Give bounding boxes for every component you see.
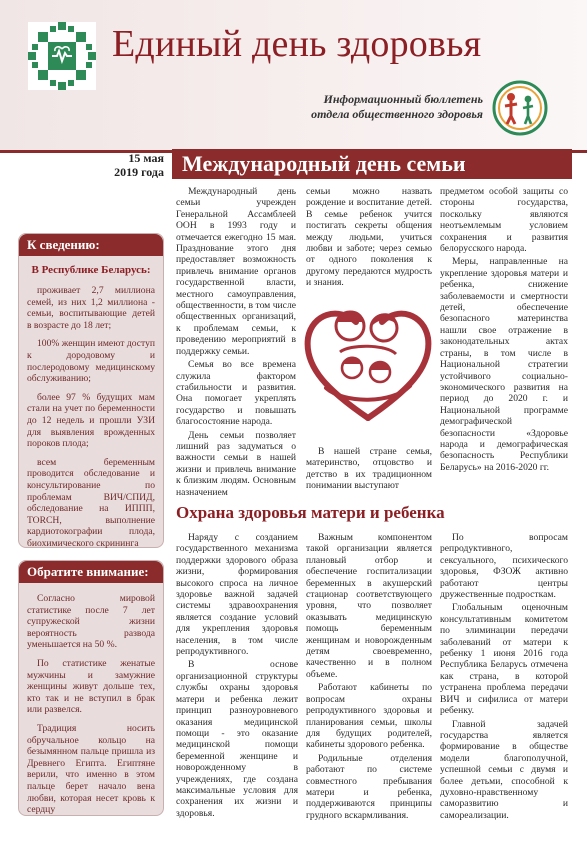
sidebar-heading: К сведению:: [19, 234, 163, 256]
sidebar-paragraph: 100% женщин имеют доступ к дородовому и послеродовому медицинскому обслуживанию;: [27, 338, 155, 385]
sidebar-paragraph: всем беременным проводится обследование и консультирование по проблемам ВИЧ/СПИД, обследование на ИППП, TORCH, выполнение кардиотокографии плода, биохимического скрининга: [27, 456, 155, 549]
public-health-logo-icon: [492, 80, 548, 136]
article2-column3: [440, 532, 568, 823]
header: [0, 0, 587, 153]
sidebar-info-box: [18, 233, 164, 548]
date-day: 15 мая: [128, 151, 164, 165]
article-paragraph: Наряду с созданием государственного механизма поддержки здорового образа жизни, формирования высокого спроса на личное здоровье важной задачей системы здравоохранения является создание условий для укрепления здоровья населения, в том числе репродуктивного.: [176, 532, 298, 658]
issue-date: [100, 151, 164, 179]
sidebar-heading: Обратите внимание:: [19, 561, 163, 583]
article-paragraph: Главной задачей государства является формирование в обществе модели благополучной, успешной семьи с двумя и более детьми, способной к духовно-нравственному саморазвитию и самореализации.: [440, 718, 568, 821]
sidebar-subheading: В Республике Беларусь:: [31, 264, 151, 276]
sidebar-paragraph: По статистике женатые мужчины и замужние женщины живут дольше тех, кто так и не вступил в брак или развелся.: [27, 657, 155, 716]
subtitle-line2: отдела общественного здоровья: [311, 107, 483, 121]
article1-column2-top: [306, 186, 432, 291]
section-heading: Охрана здоровья матери и ребенка: [176, 503, 445, 522]
article-paragraph: В основе организационной структуры службы охраны здоровья матери и ребенка лежит принцип разноуровневого оказания медицинской помощи - это оказание медицинской помощи беременной женщине и новорожденному в учреждениях, где создана максимальные условия для сохранения их жизни и здоровья.: [176, 659, 298, 819]
sidebar-attention-box: [18, 560, 164, 816]
sidebar-paragraph: более 97 % будущих мам стали на учет по беременности до 12 недель и прошли УЗИ для выявления врожденных пороков плода;: [27, 391, 155, 450]
article-paragraph: Работают кабинеты по вопросам охраны репродуктивного здоровья и планирования семьи, школы для будущих родителей, кабинеты здорового ребенка.: [306, 682, 432, 751]
article-paragraph: Важным компонентом такой организации является плановый отбор и обеспечение госпитализации беременных в акушерский стационар соответствующего уровня, что позволяет оказывать медицинскую помощь беременным женщинам и новорожденным детям своевременно, качественно и в полном объеме.: [306, 532, 432, 680]
subtitle-line1: Информационный бюллетень: [323, 92, 483, 106]
article-banner: Международный день семьи: [172, 149, 572, 179]
family-heart-illustration: [300, 292, 436, 426]
sidebar-paragraph: Согласно мировой статистике после 7 лет супружеской жизни вероятность развода уменьшается на 50 %.: [27, 593, 155, 651]
belarus-health-emblem-icon: [28, 22, 96, 90]
bulletin-subtitle: [311, 92, 483, 122]
article2-column1: [176, 532, 298, 821]
article-paragraph: В нашей стране семья, материнство, отцовство и детство в их традиционном понимании выступают: [306, 446, 432, 492]
article1-column1: [176, 186, 296, 500]
article-paragraph: Международный день семьи учрежден Генеральной Ассамблеей ООН в 1993 году и отмечается ежегодно 15 мая. Празднование этого дня предоставляет возможность привлечь внимание органов государственной власти, местного самоуправления, общественности, в том числе общественных организаций, к проблемам семьи, к проведению мероприятий в поддержку семьи.: [176, 186, 296, 357]
sidebar-body: [19, 256, 163, 562]
date-year: 2019 года: [114, 165, 164, 179]
article-paragraph: предметом особой защиты со стороны государства, поскольку являются неотъемлемым условием сохранения и развития белорусского народа.: [440, 186, 568, 255]
article-paragraph: семьи можно назвать рождение и воспитание детей. В семье ребенок учится постигать секреты общения между людьми, учиться любви и заботе; через семью от одного поколения к другому передаются мудрость и знания.: [306, 186, 432, 289]
article-paragraph: Семья во все времена служила фактором стабильности и развития. Она помогает укреплять государство и повышать благосостояние народа.: [176, 359, 296, 428]
article-paragraph: Глобальным оценочным консультативным комитетом по элиминации передачи заболеваний от матери к ребенку 1 июня 2016 года Республика Беларусь отмечена как страна, в которой устранена проблема передачи ВИЧ и сифилиса от матери ребенку.: [440, 602, 568, 717]
article-paragraph: Меры, направленные на укрепление здоровья матери и ребенка, снижение заболеваемости и смертности детей, обеспечение безопасного материнства нашли свое отражение в законодательных актах страны, в том числе в Национальной стратегии устойчивого социально-экономического развития на период до 2020 г. и Национальной программе демографической безопасности «Здоровье народа и демографическая безопасность Республики Беларусь» на 2016-2020 гг.: [440, 256, 568, 473]
page-title: Единый день здоровья: [112, 23, 482, 65]
article-paragraph: Родильные отделения работают по системе совместного пребывания матери и ребенка, поддерживаются принципы грудного вскармливания.: [306, 752, 432, 821]
article1-column3: [440, 186, 568, 475]
article1-column2-bottom: [306, 446, 432, 494]
sidebar-paragraph: Традиция носить обручальное кольцо на безымянном пальце пришла из Древнего Египта. Египтяне верили, что именно в этом пальце берет начало вена любви, которая несет кровь к сердцу: [27, 722, 155, 816]
article-paragraph: День семьи позволяет лишний раз задуматься о важности семьи в нашей жизни и привлечь внимание к близким людям. Основным назначением: [176, 429, 296, 498]
sidebar-body: [19, 583, 163, 829]
article2-column2: [306, 532, 432, 823]
article-paragraph: По вопросам репродуктивного, сексуального, психического здоровья, ФЗОЖ активно работают центры дружественные подросткам.: [440, 532, 568, 601]
sidebar-paragraph: проживает 2,7 миллиона семей, из них 1,2 миллиона - семьи, воспитывающие детей в возрасте до 18 лет;: [27, 285, 155, 331]
